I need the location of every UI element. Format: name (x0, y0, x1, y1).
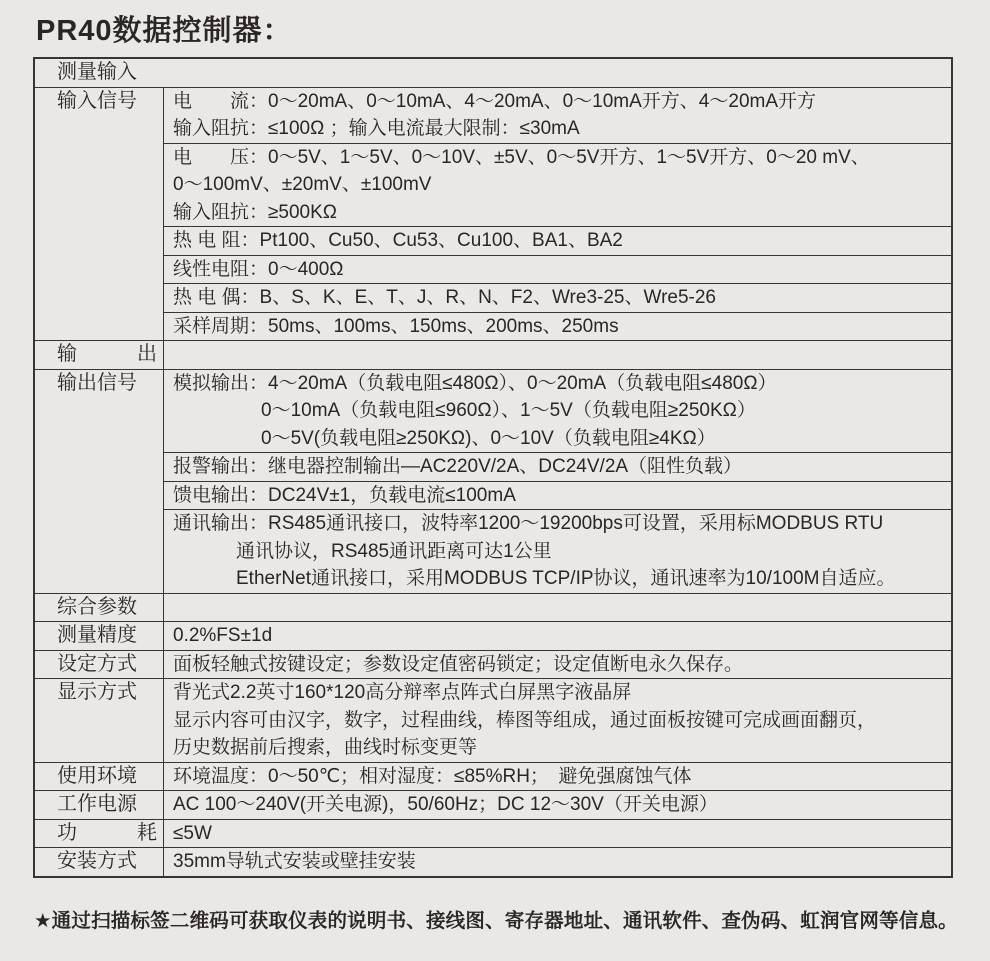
row-label: 安装方式 (35, 848, 164, 876)
table-row-row (35, 819, 951, 848)
content-line: 通讯输出：RS485通讯接口，波特率1200～19200bps可设置，采用标MODBUS RTU (173, 513, 884, 534)
row-content (164, 622, 951, 650)
row-content (164, 88, 951, 341)
sub-cell (164, 312, 951, 341)
spec-table (33, 57, 953, 878)
sub-cell (164, 255, 951, 284)
footnote: ★通过扫描标签二维码可获取仪表的说明书、接线图、寄存器地址、通讯软件、查伪码、虹润官网等信息。 (34, 910, 958, 932)
row-label: 设定方式 (35, 651, 164, 679)
sub-cell (164, 452, 951, 481)
content-line: 电 流：0～20mA、0～10mA、4～20mA、0～10mA开方、4～20mA开方 (173, 90, 817, 112)
content-line: ≤5W (173, 822, 212, 844)
row-label: 显示方式 (35, 679, 164, 762)
table-row-group (35, 87, 951, 341)
content-line: 0～100mV、±20mV、±100mV (173, 174, 432, 195)
row-content (164, 791, 951, 819)
content-line: 热 电 偶：B、S、K、E、T、J、R、N、F2、Wre3-25、Wre5-26 (173, 287, 716, 308)
content-line: 馈电输出：DC24V±1，负载电流≤100mA (173, 484, 516, 506)
content-line: 环境温度：0～50℃；相对湿度：≤85%RH； 避免强腐蚀气体 (173, 765, 692, 787)
sub-cell (164, 481, 951, 510)
row-label: 输出信号 (35, 370, 164, 593)
content-line: 通讯协议，RS485通讯距离可达1公里 (236, 540, 552, 562)
content-line: 35mm导轨式安装或壁挂安装 (173, 851, 416, 872)
content-line: 背光式2.2英寸160*120高分辩率点阵式白屏黑字液晶屏 (173, 682, 632, 703)
table-row-row (35, 790, 951, 819)
content-line: AC 100～240V(开关电源)，50/60Hz；DC 12～30V（开关电源） (173, 794, 718, 815)
section-label: 测量输入 (57, 61, 137, 83)
row-label: 输 出 (35, 341, 164, 369)
row-content (164, 763, 951, 791)
table-row-row (35, 650, 951, 679)
sub-cell (164, 283, 951, 312)
content-line: 0～10mA（负载电阻≤960Ω）、1～5V（负载电阻≥250KΩ） (261, 400, 756, 421)
content-line: 采样周期：50ms、100ms、150ms、200ms、250ms (173, 315, 619, 337)
content-line: 历史数据前后搜索，曲线时标变更等 (173, 737, 478, 758)
page-title: PR40数据控制器： (36, 15, 293, 47)
sub-cell (164, 143, 951, 227)
row-label: 测量精度 (35, 622, 164, 650)
content-line: 报警输出：继电器控制输出—AC220V/2A、DC24V/2A（阻性负载） (173, 456, 743, 477)
row-label: 功 耗 (35, 820, 164, 848)
content-line: 电 压：0～5V、1～5V、0～10V、±5V、0～5V开方、1～5V开方、0～20 mV、 (173, 146, 870, 168)
table-row-row (35, 847, 951, 876)
content-line: 热 电 阻：Pt100、Cu50、Cu53、Cu100、BA1、BA2 (173, 230, 623, 251)
table-row-row (35, 678, 951, 762)
row-label: 使用环境 (35, 763, 164, 791)
row-content (164, 341, 951, 369)
table-row-header (35, 593, 951, 622)
table-row-row (35, 762, 951, 791)
row-label: 输入信号 (35, 88, 164, 341)
content-line: 0～5V(负载电阻≥250KΩ)、0～10V（负载电阻≥4KΩ） (261, 427, 716, 449)
content-line: 线性电阻：0～400Ω (173, 258, 344, 280)
sub-cell (164, 509, 951, 593)
content-line: 输入阻抗：≥500KΩ (173, 201, 338, 223)
content-line: 0.2%FS±1d (173, 625, 273, 646)
row-content (164, 651, 951, 679)
content-line: 输入阻抗：≤100Ω ；输入电流最大限制：≤30mA (173, 118, 580, 139)
row-label: 综合参数 (35, 594, 164, 622)
row-content (164, 594, 951, 622)
sub-cell (164, 226, 951, 255)
row-label: 工作电源 (35, 791, 164, 819)
row-content (164, 848, 951, 876)
table-row-full (35, 59, 951, 87)
row-content (164, 820, 951, 848)
table-row-group (35, 369, 951, 593)
sub-cell (164, 370, 951, 453)
table-row-header (35, 340, 951, 369)
content-line: EtherNet通讯接口，采用MODBUS TCP/IP协议，通讯速率为10/100M自适应。 (236, 568, 896, 589)
content-line: 模拟输出：4～20mA（负载电阻≤480Ω）、0～20mA（负载电阻≤480Ω） (173, 372, 777, 394)
row-content (164, 679, 951, 762)
row-content (164, 370, 951, 593)
content-line: 面板轻触式按键设定；参数设定值密码锁定；设定值断电永久保存。 (173, 653, 744, 675)
table-row-row (35, 621, 951, 650)
content-line: 显示内容可由汉字，数字，过程曲线，棒图等组成，通过面板按键可完成画面翻页， (173, 709, 877, 731)
sub-cell (164, 88, 951, 143)
